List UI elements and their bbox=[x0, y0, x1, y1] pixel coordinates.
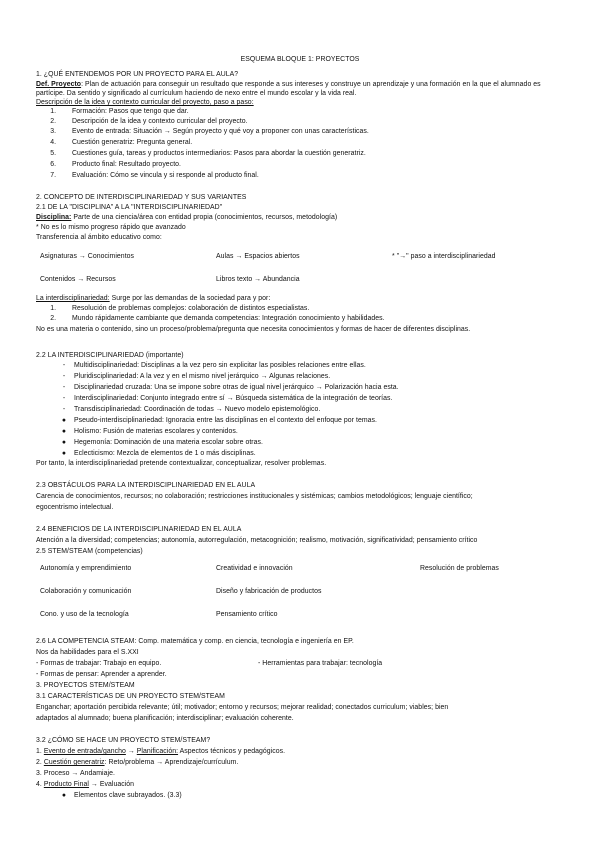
transfer-item: Contenidos → Recursos bbox=[40, 276, 116, 283]
dash-bullet: - bbox=[62, 406, 66, 413]
howto-text: → bbox=[125, 748, 137, 755]
step-number: 2. bbox=[50, 118, 56, 125]
section-2-6-heading: 2.6 LA COMPETENCIA STEAM: Comp. matemática y comp. en ciencia, tecnología e ingeniería en EP. bbox=[36, 638, 354, 645]
project-steps-label: Descripción de la idea y contexto curricular del proyecto, paso a paso: bbox=[36, 99, 254, 106]
dot-bullet: ● bbox=[61, 428, 67, 435]
obstacles-line: Carencia de conocimientos, recursos; no colaboración; restricciones institucionales y sistémicas; cambios metodológicos; lenguaje científico; bbox=[36, 493, 473, 500]
howto-text: : Reto/problema → Aprendizaje/currículum. bbox=[104, 759, 239, 766]
list-number: 1. bbox=[50, 305, 56, 312]
competency-item: Pensamiento crítico bbox=[216, 611, 278, 618]
discipline-definition bbox=[36, 213, 337, 222]
howto-label: Evento de entrada/gancho bbox=[43, 748, 126, 755]
howto-label: Cuestión generatriz bbox=[43, 759, 105, 766]
step-item: Formación: Pasos que tengo que dar. bbox=[72, 108, 189, 115]
list-item: Holismo: Fusión de materias escolares y contenidos. bbox=[74, 428, 238, 435]
section-2-2-close: Por tanto, la interdisciplinariedad pretende contextualizar, conceptualizar, resolver problemas. bbox=[36, 460, 327, 467]
list-item: Multidisciplinariedad: Disciplinas a la vez pero sin explicitar las posibles relaciones entre ellas. bbox=[74, 362, 366, 369]
list-item: Mundo rápidamente cambiante que demanda competencias: Integración conocimiento y habilidades. bbox=[72, 315, 385, 322]
howto-number: 1. bbox=[36, 748, 42, 755]
discipline-label: Disciplina: bbox=[36, 214, 72, 221]
section-2-2-heading: 2.2 LA INTERDISCIPLINARIEDAD (importante) bbox=[36, 352, 184, 359]
step-number: 6. bbox=[50, 161, 56, 168]
step-item: Evaluación: Cómo se vincula y si responde al producto final. bbox=[72, 172, 259, 179]
list-item: Disciplinariedad cruzada: Una se impone sobre otras de igual nivel jerárquico → Polarización hacia esta. bbox=[74, 384, 399, 391]
howto-text: → Evaluación bbox=[88, 781, 135, 788]
section-1-heading: 1. ¿QUÉ ENTENDEMOS POR UN PROYECTO PARA EL AULA? bbox=[36, 71, 239, 78]
skills-item: - Herramientas para trabajar: tecnología bbox=[258, 660, 383, 667]
interdisciplinarity-close: No es una materia o contenido, sino un proceso/problema/pregunta que necesita conocimientos y formas de hacer de diferentes disciplinas. bbox=[36, 326, 471, 333]
interdisciplinarity-text: Surge por las demandas de la sociedad para y por: bbox=[109, 295, 271, 302]
list-item: Transdisciplinariedad: Coordinación de todas → Nuevo modelo epistemológico. bbox=[74, 406, 321, 413]
list-item: Pseudo-interdisciplinariedad: Ignoracia entre las disciplinas en el contexto del enfoque por temas. bbox=[74, 417, 377, 424]
obstacles-line: egocentrismo intelectual. bbox=[36, 504, 114, 511]
skills-item: - Formas de pensar: Aprender a aprender. bbox=[36, 671, 167, 678]
howto-item bbox=[36, 780, 134, 789]
step-number: 5. bbox=[50, 150, 56, 157]
project-definition-label: Def. Proyecto bbox=[36, 81, 82, 88]
step-item: Producto final: Resultado proyecto. bbox=[72, 161, 181, 168]
list-item: Eclecticismo: Mezcla de elementos de 1 o más disciplinas. bbox=[74, 450, 256, 457]
howto-label: Planificación: bbox=[136, 748, 179, 755]
project-definition-text: : Plan de actuación para conseguir un resultado que responde a sus intereses y construye un aprendizaje y una formación en la que el alumnado es partícipe. Da sentido y significado al currículum haciendo de nexo entre el mundo escolar y la vida real. bbox=[36, 81, 541, 97]
transfer-item: Asignaturas → Conocimientos bbox=[40, 253, 135, 260]
howto-number: 3. bbox=[36, 770, 42, 777]
section-2-5-heading: 2.5 STEM/STEAM (competencias) bbox=[36, 548, 143, 555]
dot-bullet: ● bbox=[61, 450, 67, 457]
step-number: 1. bbox=[50, 108, 56, 115]
list-item: Interdisciplinariedad: Conjunto integrado entre sí → Búsqueda sistemática de la integración de teorías. bbox=[74, 395, 393, 402]
discipline-note: * No es lo mismo progreso rápido que avanzado bbox=[36, 224, 186, 231]
interdisciplinarity-intro bbox=[36, 294, 270, 303]
dot-bullet: ● bbox=[61, 792, 67, 799]
section-3-1-heading: 3.1 CARACTERÍSTICAS DE UN PROYECTO STEM/STEAM bbox=[36, 693, 225, 700]
step-number: 3. bbox=[50, 128, 56, 135]
characteristics-line: Enganchar; aportación percibida relevante; útil; motivador; entorno y recursos; mejorar realidad; conectados curriculum; viables; bien bbox=[36, 704, 449, 711]
competency-item: Autonomía y emprendimiento bbox=[40, 565, 132, 572]
transfer-item: Aulas → Espacios abiertos bbox=[216, 253, 300, 260]
key-elements-note: Elementos clave subrayados. (3.3) bbox=[74, 792, 182, 799]
competency-item: Colaboración y comunicación bbox=[40, 588, 132, 595]
step-item: Evento de entrada: Situación → Según proyecto y qué voy a proponer con unas características. bbox=[72, 128, 369, 135]
howto-text: Proceso → Andamiaje. bbox=[43, 770, 115, 777]
dash-bullet: - bbox=[62, 362, 66, 369]
howto-text: Aspectos técnicos y pedagógicos. bbox=[178, 748, 286, 755]
howto-label: Producto Final bbox=[43, 781, 89, 788]
transfer-item: Libros texto → Abundancia bbox=[216, 276, 300, 283]
howto-number: 2. bbox=[36, 759, 42, 766]
characteristics-line: adaptados al alumnado; buena planificación; interdisciplinar; evaluación coherente. bbox=[36, 715, 294, 722]
benefits-line: Atención a la diversidad; competencias; autonomía, autorregulación, metacognición; realismo, motivación, significatividad; pensamiento crítico bbox=[36, 537, 478, 544]
howto-item bbox=[36, 758, 238, 767]
step-number: 7. bbox=[50, 172, 56, 179]
howto-number: 4. bbox=[36, 781, 42, 788]
competency-item: Resolución de problemas bbox=[420, 565, 499, 572]
document-title: ESQUEMA BLOQUE 1: PROYECTOS bbox=[240, 56, 360, 63]
step-number: 4. bbox=[50, 139, 56, 146]
howto-item bbox=[36, 769, 115, 778]
section-2-4-heading: 2.4 BENEFICIOS DE LA INTERDISCIPLINARIEDAD EN EL AULA bbox=[36, 526, 242, 533]
dash-bullet: - bbox=[62, 373, 66, 380]
step-item: Cuestión generatriz: Pregunta general. bbox=[72, 139, 193, 146]
discipline-text: Parte de una ciencia/área con entidad propia (conocimientos, recursos, metodología) bbox=[71, 214, 338, 221]
step-item: Cuestiones guía, tareas y productos intermediarios: Pasos para abordar la cuestión generatriz. bbox=[72, 150, 366, 157]
section-2-1-heading: 2.1 DE LA "DISCIPLINA" A LA "INTERDISCIPLINARIEDAD" bbox=[36, 204, 223, 211]
list-number: 2. bbox=[50, 315, 56, 322]
project-definition bbox=[36, 80, 554, 98]
skills-intro: Nos da habilidades para el S.XXI bbox=[36, 649, 139, 656]
section-2-heading: 2. CONCEPTO DE INTERDISCIPLINARIEDAD Y SUS VARIANTES bbox=[36, 194, 247, 201]
section-3-2-heading: 3.2 ¿CÓMO SE HACE UN PROYECTO STEM/STEAM? bbox=[36, 737, 211, 744]
list-item: Hegemonía: Dominación de una materia escolar sobre otras. bbox=[74, 439, 263, 446]
section-2-3-heading: 2.3 OBSTÁCULOS PARA LA INTERDISCIPLINARIEDAD EN EL AULA bbox=[36, 482, 256, 489]
dash-bullet: - bbox=[62, 384, 66, 391]
competency-item: Creatividad e innovación bbox=[216, 565, 293, 572]
dot-bullet: ● bbox=[61, 439, 67, 446]
competency-item: Diseño y fabricación de productos bbox=[216, 588, 322, 595]
list-item: Pluridisciplinariedad: A la vez y en el mismo nivel jerárquico → Algunas relaciones. bbox=[74, 373, 331, 380]
skills-item: - Formas de trabajar: Trabajo en equipo. bbox=[36, 660, 162, 667]
interdisciplinarity-label: La interdisciplinariedad: bbox=[36, 295, 110, 302]
list-item: Resolución de problemas complejos: colaboración de distintos especialistas. bbox=[72, 305, 310, 312]
competency-item: Cono. y uso de la tecnología bbox=[40, 611, 129, 618]
section-3-heading: 3. PROYECTOS STEM/STEAM bbox=[36, 682, 135, 689]
dash-bullet: - bbox=[62, 395, 66, 402]
howto-item bbox=[36, 747, 285, 756]
transfer-item: * "→" paso a interdisciplinariedad bbox=[392, 253, 496, 260]
step-item: Descripción de la idea y contexto curricular del proyecto. bbox=[72, 118, 248, 125]
dot-bullet: ● bbox=[61, 417, 67, 424]
transfer-intro: Transferencia al ámbito educativo como: bbox=[36, 234, 162, 241]
